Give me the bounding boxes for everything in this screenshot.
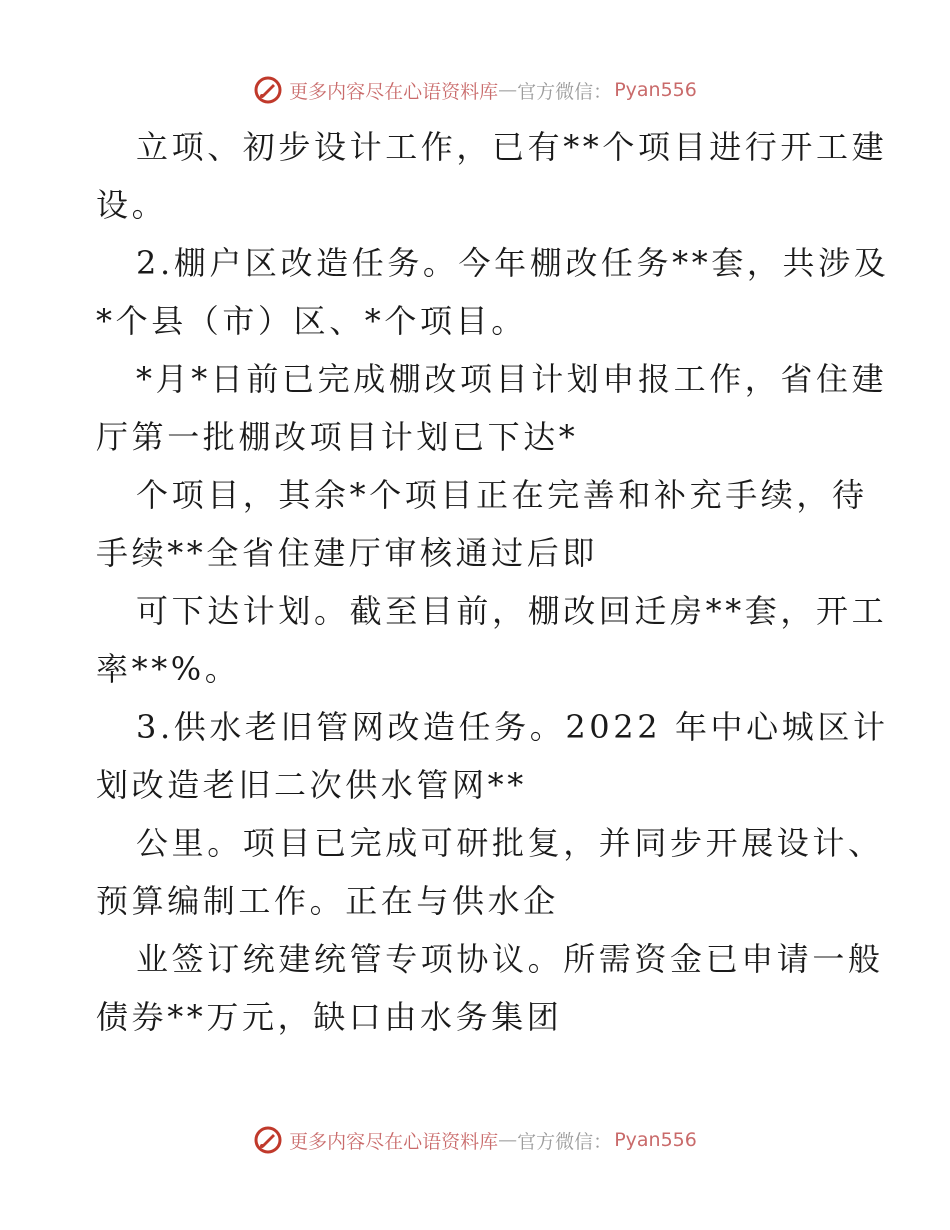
footer-watermark bbox=[0, 1120, 950, 1160]
watermark-separator: — bbox=[498, 79, 518, 101]
body-line: *个县（市）区、*个项目。 bbox=[96, 302, 527, 340]
document-body bbox=[96, 118, 890, 1046]
watermark-separator: — bbox=[498, 1129, 518, 1151]
body-line: 预算编制工作。正在与供水企 bbox=[96, 882, 559, 920]
body-line: *月*日前已完成棚改项目计划申报工作，省住建 bbox=[136, 360, 888, 398]
body-line: 厅第一批棚改项目计划已下达* bbox=[96, 418, 579, 456]
body-line: 可下达计划。截至目前，棚改回迁房**套，开工 bbox=[136, 592, 888, 630]
body-line: 2.棚户区改造任务。今年棚改任务**套，共涉及 bbox=[136, 244, 890, 282]
body-line: 债券**万元，缺口由水务集团 bbox=[96, 998, 563, 1036]
body-line: 公里。项目已完成可研批复，并同步开展设计、 bbox=[136, 824, 884, 862]
watermark-side-text: 官方微信： bbox=[517, 1130, 613, 1153]
body-line: 划改造老旧二次供水管网** bbox=[96, 766, 527, 804]
watermark-main-text: 更多内容尽在心语资料库 bbox=[289, 1130, 499, 1153]
body-line: 率**%。 bbox=[96, 650, 241, 688]
brand-logo-icon bbox=[253, 1125, 283, 1155]
watermark-id: Pyan556 bbox=[614, 79, 697, 101]
body-line: 手续**全省住建厅审核通过后即 bbox=[96, 534, 599, 572]
body-line: 设。 bbox=[96, 186, 168, 224]
body-line: 业签订统建统管专项协议。所需资金已申请一般 bbox=[136, 940, 884, 978]
body-line: 立项、初步设计工作，已有**个项目进行开工建 bbox=[136, 128, 888, 166]
body-line: 个项目，其余*个项目正在完善和补充手续，待 bbox=[136, 476, 868, 514]
brand-logo-icon bbox=[253, 75, 283, 105]
watermark-side-text: 官方微信： bbox=[517, 80, 613, 103]
body-line: 3.供水老旧管网改造任务。2022 年中心城区计 bbox=[136, 708, 889, 746]
header-watermark bbox=[0, 70, 950, 110]
watermark-id: Pyan556 bbox=[614, 1129, 697, 1151]
watermark-main-text: 更多内容尽在心语资料库 bbox=[289, 80, 499, 103]
